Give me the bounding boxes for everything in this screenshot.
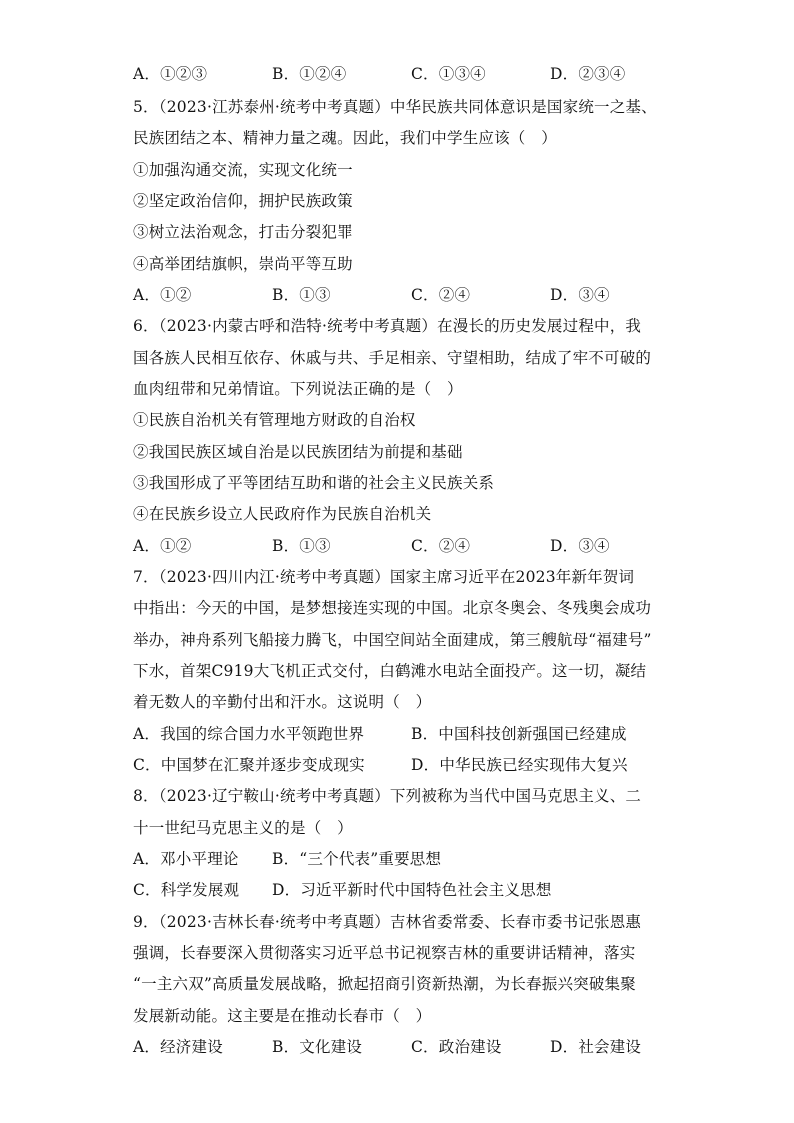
q4-option-d: D．②③④ bbox=[550, 65, 626, 83]
q5-statement-2: ②坚定政治信仰，拥护民族政策 bbox=[133, 192, 353, 210]
q9-stem-line-1: 9．（2023·吉林长春·统考中考真题）吉林省委常委、长春市委书记张恩惠 bbox=[133, 913, 642, 931]
q5-option-d: D．③④ bbox=[550, 286, 610, 304]
q9-option-b: B．文化建设 bbox=[272, 1038, 363, 1056]
q4-option-a: A．①②③ bbox=[133, 65, 208, 83]
q6-statement-3: ③我国形成了平等团结互助和谐的社会主义民族关系 bbox=[133, 474, 495, 492]
q9-options bbox=[133, 1036, 673, 1058]
q6-stem-line-3: 血肉纽带和兄弟情谊。下列说法正确的是（ ） bbox=[133, 380, 463, 398]
q7-stem-line-2: 中指出：今天的中国，是梦想接连实现的中国。北京冬奥会、冬残奥会成功 bbox=[133, 599, 652, 617]
q8-option-d: D．习近平新时代中国特色社会主义思想 bbox=[272, 881, 552, 899]
q6-statement-2: ②我国民族区域自治是以民族团结为前提和基础 bbox=[133, 443, 463, 461]
q4-option-c: C．①③④ bbox=[411, 65, 486, 83]
q8-option-b: B．“三个代表”重要思想 bbox=[272, 850, 442, 868]
q6-option-d: D．③④ bbox=[550, 537, 610, 555]
q6-option-c: C．②④ bbox=[411, 537, 471, 555]
q6-statement-4: ④在民族乡设立人民政府作为民族自治机关 bbox=[133, 505, 432, 523]
q7-option-c: C．中国梦在汇聚并逐步变成现实 bbox=[133, 756, 365, 774]
q9-option-a: A．经济建设 bbox=[133, 1038, 223, 1056]
q8-stem-line-1: 8．（2023·辽宁鞍山·统考中考真题）下列被称为当代中国马克思主义、二 bbox=[133, 787, 642, 805]
q6-option-b: B．①③ bbox=[272, 537, 331, 555]
q5-option-c: C．②④ bbox=[411, 286, 471, 304]
q5-stem-line-1: 5．（2023·江苏泰州·统考中考真题）中华民族共同体意识是国家统一之基、 bbox=[133, 98, 657, 116]
q8-option-a: A．邓小平理论 bbox=[133, 850, 239, 868]
q5-option-a: A．①② bbox=[133, 286, 192, 304]
q4-option-b: B．①②④ bbox=[272, 65, 347, 83]
q9-stem-line-3: “一主六双”高质量发展战略，掀起招商引资新热潮，为长春振兴突破集聚 bbox=[133, 975, 636, 993]
q6-stem-line-2: 国各族人民相互依存、休戚与共、手足相亲、守望相助，结成了牢不可破的 bbox=[133, 349, 652, 367]
q5-option-b: B．①③ bbox=[272, 286, 331, 304]
q7-stem-line-4: 下水，首架C919大飞机正式交付，白鹤滩水电站全面投产。这一切，凝结 bbox=[133, 662, 647, 680]
q8-options-row-2 bbox=[133, 879, 673, 901]
q7-options-row-2 bbox=[133, 754, 673, 776]
q7-stem-line-5: 着无数人的辛勤付出和汗水。这说明（ ） bbox=[133, 693, 432, 711]
q5-options bbox=[133, 284, 673, 306]
q5-statement-4: ④高举团结旗帜，崇尚平等互助 bbox=[133, 255, 353, 273]
q6-statement-1: ①民族自治机关有管理地方财政的自治权 bbox=[133, 411, 416, 429]
q7-option-a: A．我国的综合国力水平领跑世界 bbox=[133, 725, 365, 743]
q6-stem-line-1: 6．（2023·内蒙古呼和浩特·统考中考真题）在漫长的历史发展过程中，我 bbox=[133, 317, 642, 335]
q8-options-row-1 bbox=[133, 848, 673, 870]
q9-option-c: C．政治建设 bbox=[411, 1038, 502, 1056]
q9-option-d: D．社会建设 bbox=[550, 1038, 642, 1056]
q9-stem-line-4: 发展新动能。这主要是在推动长春市（ ） bbox=[133, 1007, 432, 1025]
q7-options-row-1 bbox=[133, 723, 673, 745]
q6-option-a: A．①② bbox=[133, 537, 192, 555]
q9-stem-line-2: 强调，长春要深入贯彻落实习近平总书记视察吉林的重要讲话精神，落实 bbox=[133, 944, 636, 962]
q5-stem-line-2: 民族团结之本、精神力量之魂。因此，我们中学生应该（ ） bbox=[133, 129, 557, 147]
q5-statement-1: ①加强沟通交流，实现文化统一 bbox=[133, 161, 353, 179]
q7-stem-line-1: 7．（2023·四川内江·统考中考真题）国家主席习近平在2023年新年贺词 bbox=[133, 568, 635, 586]
q8-option-c: C．科学发展观 bbox=[133, 881, 240, 899]
q7-option-b: B．中国科技创新强国已经建成 bbox=[411, 725, 627, 743]
q7-option-d: D．中华民族已经实现伟大复兴 bbox=[411, 756, 628, 774]
q4-options bbox=[133, 63, 673, 85]
q6-options bbox=[133, 535, 673, 557]
q8-stem-line-2: 十一世纪马克思主义的是（ ） bbox=[133, 819, 353, 837]
q5-statement-3: ③树立法治观念，打击分裂犯罪 bbox=[133, 223, 353, 241]
q7-stem-line-3: 举办，神舟系列飞船接力腾飞，中国空间站全面建成，第三艘航母“福建号” bbox=[133, 631, 652, 649]
